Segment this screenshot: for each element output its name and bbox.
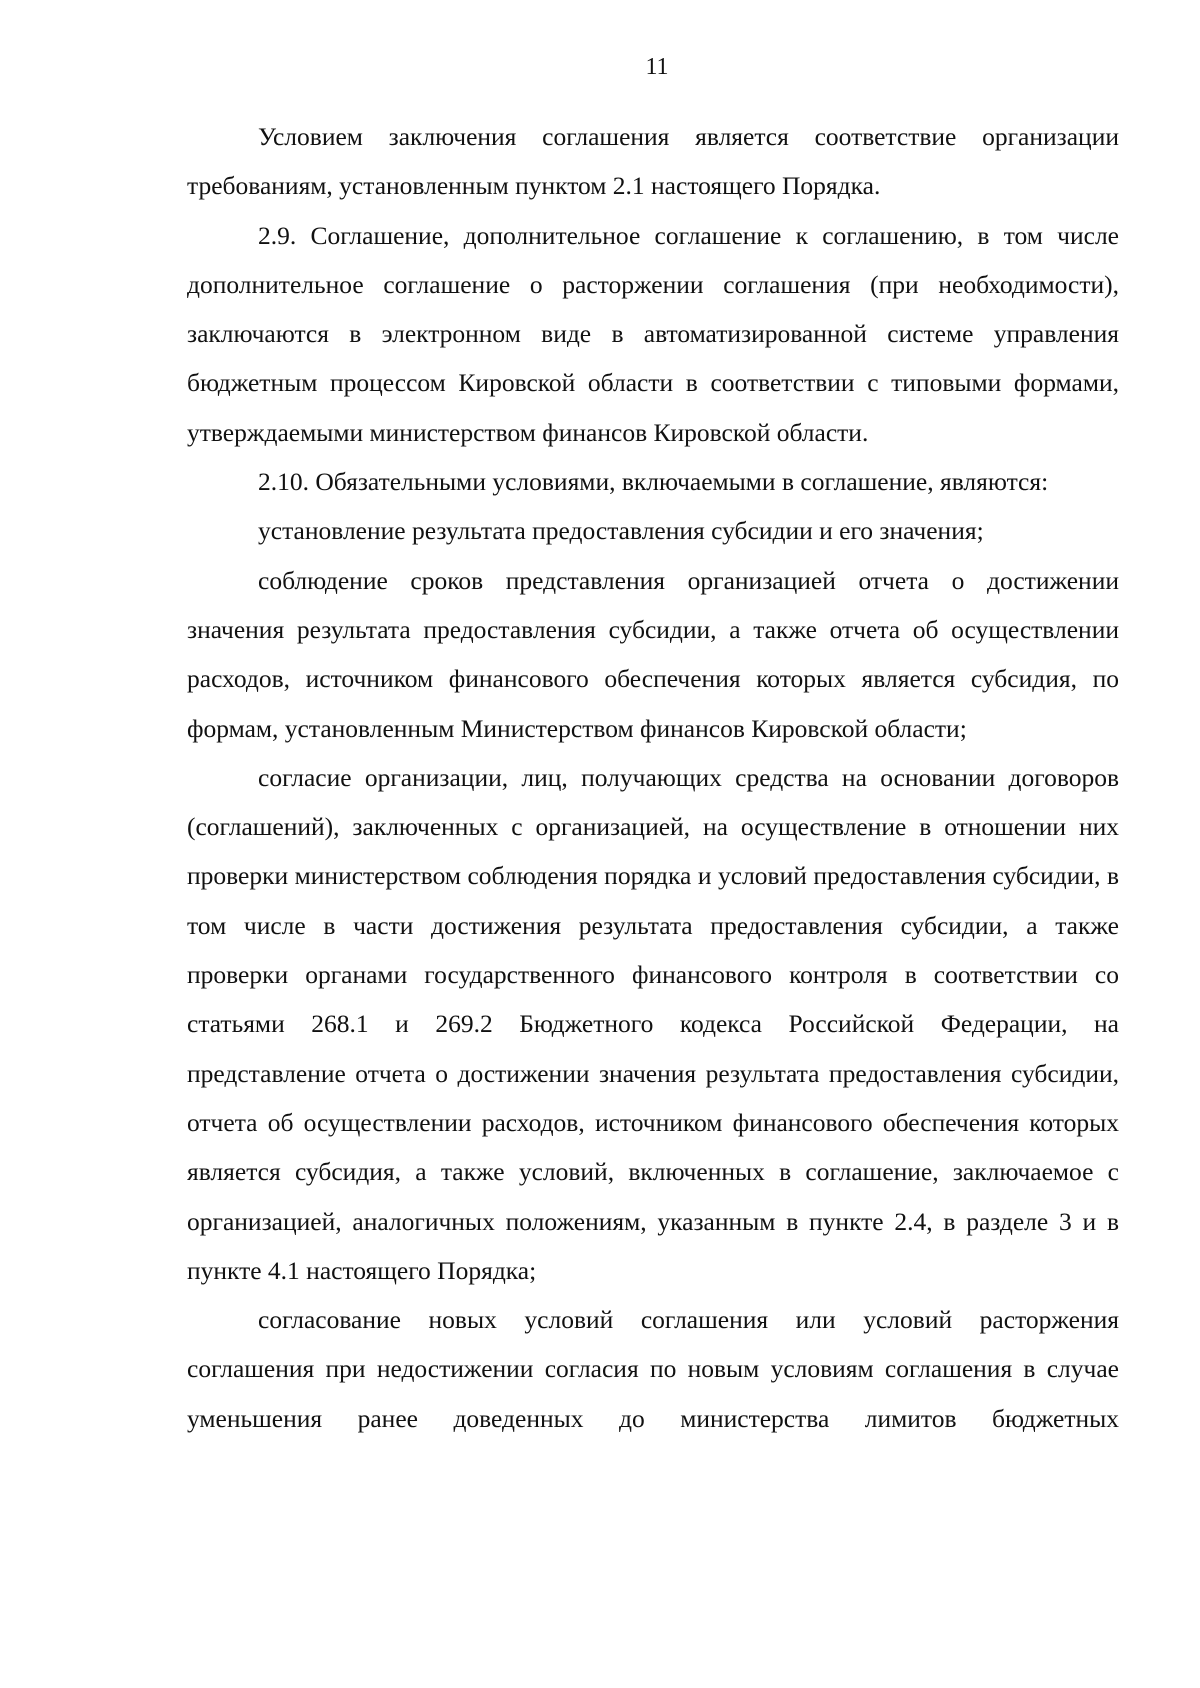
paragraph: установление результата предоставления субсидии и его значения; <box>258 516 984 546</box>
paragraph: 2.10. Обязательными условиями, включаемыми в соглашение, являются: <box>258 467 1049 497</box>
paragraph: согласование новых условий соглашения или условий расторжения соглашения при недостижении согласия по новым условиям соглашения в случае уменьшения ранее доведенных до министерства лимитов бюджетных <box>187 1305 1119 1433</box>
page-number: 11 <box>645 54 669 80</box>
paragraph: соблюдение сроков представления организацией отчета о достижении значения результата предоставления субсидии, а также отчета об осуществлении расходов, источником финансового обеспечения которых является субсидия, по формам, установленным Министерством финансов Кировской области; <box>187 565 1119 743</box>
document-body <box>187 112 1119 1443</box>
paragraph: Условием заключения соглашения является соответствие организации требованиям, установленным пунктом 2.1 настоящего Порядка. <box>187 122 1119 201</box>
paragraph: согласие организации, лиц, получающих средства на основании договоров (соглашений), заключенных с организацией, на осуществление в отношении них проверки министерством соблюдения порядка и условий предоставления субсидии, в том числе в части достижения результата предоставления субсидии, а также проверки органами государственного финансового контроля в соответствии со статьями 268.1 и 269.2 Бюджетного кодекса Российской Федерации, на представление отчета о достижении значения результата предоставления субсидии, отчета об осуществлении расходов, источником финансового обеспечения которых является субсидия, а также условий, включенных в соглашение, заключаемое с организацией, аналогичных положениям, указанным в пункте 2.4, в разделе 3 и в пункте 4.1 настоящего Порядка; <box>187 762 1119 1285</box>
paragraph: 2.9. Соглашение, дополнительное соглашение к соглашению, в том числе дополнительное соглашение о расторжении соглашения (при необходимости), заключаются в электронном виде в автоматизированной системе управления бюджетным процессом Кировской области в соответствии с типовыми формами, утверждаемыми министерством финансов Кировской области. <box>187 220 1119 447</box>
